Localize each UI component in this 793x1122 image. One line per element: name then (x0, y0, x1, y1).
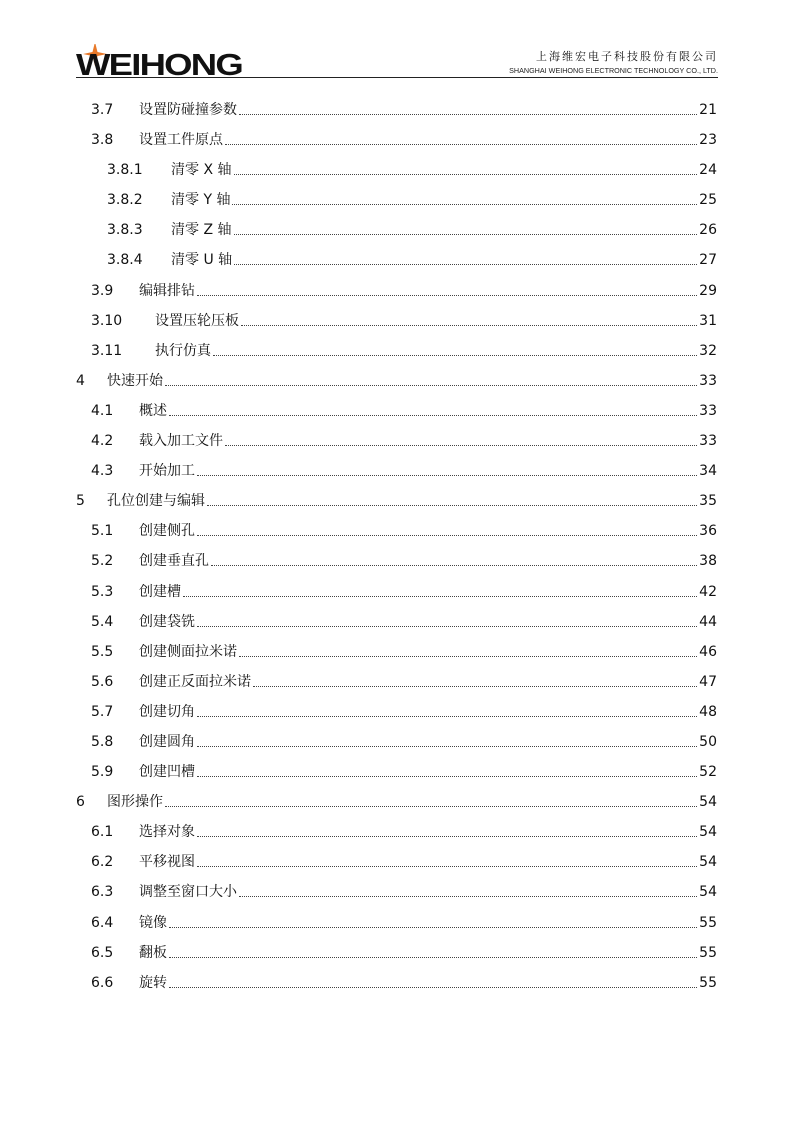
toc-entry-number: 6.2 (91, 854, 114, 871)
toc-entry-title[interactable]: 创建凹槽 (139, 764, 195, 781)
toc-entry-line[interactable] (91, 817, 717, 847)
toc-entry-title[interactable]: 创建圆角 (139, 733, 195, 750)
toc-entry-line[interactable] (76, 486, 717, 516)
toc-entry-page-number[interactable]: 48 (699, 703, 717, 720)
toc-entry-title[interactable]: 创建侧面拉米诺 (139, 643, 237, 660)
toc-entry-number: 3.10 (91, 312, 123, 329)
toc-dot-leader (197, 775, 697, 777)
toc-entry-number: 6 (76, 794, 85, 811)
toc-dot-leader (197, 715, 697, 717)
toc-entry-number: 5.1 (91, 523, 114, 540)
toc-entry-page-number[interactable]: 35 (699, 493, 717, 510)
toc-entry[interactable] (0, 276, 793, 306)
toc-entry-page-number[interactable]: 47 (699, 673, 717, 690)
toc-entry-page-number[interactable]: 54 (699, 794, 717, 811)
toc-entry-title[interactable]: 图形操作 (107, 794, 163, 811)
toc-entry-title[interactable]: 清零 Y 轴 (171, 192, 231, 209)
toc-entry-line[interactable] (91, 276, 717, 306)
toc-entry-number: 3.8.1 (107, 162, 143, 179)
toc-entry[interactable] (0, 245, 793, 275)
toc-entry-line[interactable] (91, 125, 717, 155)
toc-entry[interactable] (0, 306, 793, 336)
toc-entry-number: 6.1 (91, 824, 114, 841)
toc-entry-page-number[interactable]: 31 (699, 312, 717, 329)
toc-entry-page-number[interactable]: 54 (699, 884, 717, 901)
toc-dot-leader (234, 263, 697, 265)
toc-entry-title[interactable]: 概述 (139, 402, 167, 419)
toc-entry-number: 3.8.2 (107, 192, 143, 209)
toc-entry-title[interactable]: 设置工件原点 (139, 132, 223, 149)
toc-entry[interactable] (0, 185, 793, 215)
toc-entry-number: 3.8.4 (107, 252, 143, 269)
toc-entry-title[interactable]: 创建垂直孔 (139, 553, 209, 570)
toc-entry[interactable] (0, 727, 793, 757)
toc-entry-page-number[interactable]: 23 (699, 132, 717, 149)
toc-entry-line[interactable] (91, 577, 717, 607)
toc-entry-title[interactable]: 创建侧孔 (139, 523, 195, 540)
toc-entry[interactable] (0, 637, 793, 667)
toc-entry-number: 5 (76, 493, 85, 510)
toc-entry-line[interactable] (91, 426, 717, 456)
company-name-cn: 上海维宏电子科技股份有限公司 (536, 50, 718, 63)
toc-entry-number: 4 (76, 372, 85, 389)
toc-entry[interactable] (0, 577, 793, 607)
toc-entry[interactable] (0, 426, 793, 456)
toc-entry[interactable] (0, 757, 793, 787)
toc-entry-line[interactable] (91, 908, 717, 938)
toc-entry-page-number[interactable]: 33 (699, 433, 717, 450)
toc-entry-page-number[interactable]: 36 (699, 523, 717, 540)
toc-entry-page-number[interactable]: 50 (699, 733, 717, 750)
toc-dot-leader (241, 324, 697, 326)
toc-entry-title[interactable]: 载入加工文件 (139, 433, 223, 450)
toc-entry-line[interactable] (91, 847, 717, 877)
toc-entry-number: 6.6 (91, 974, 114, 991)
toc-entry-number: 5.8 (91, 733, 114, 750)
toc-entry-line[interactable] (91, 396, 717, 426)
toc-entry[interactable] (0, 95, 793, 125)
toc-entry-page-number[interactable]: 32 (699, 342, 717, 359)
toc-dot-leader (239, 655, 697, 657)
toc-entry-line[interactable] (107, 215, 717, 245)
toc-entry-number: 5.2 (91, 553, 114, 570)
toc-entry-title[interactable]: 选择对象 (139, 824, 195, 841)
toc-entry[interactable] (0, 908, 793, 938)
toc-entry-page-number[interactable]: 52 (699, 764, 717, 781)
toc-dot-leader (211, 564, 697, 566)
toc-entry-line[interactable] (91, 877, 717, 907)
toc-entry-number: 4.3 (91, 463, 114, 480)
toc-dot-leader (197, 294, 697, 296)
toc-dot-leader (183, 595, 697, 597)
toc-entry-number: 3.7 (91, 102, 114, 118)
toc-dot-leader (234, 173, 698, 175)
toc-entry-title[interactable]: 调整至窗口大小 (139, 884, 237, 901)
toc-entry-title[interactable]: 快速开始 (107, 372, 163, 389)
weihong-logo (76, 44, 246, 78)
toc-entry-title[interactable]: 执行仿真 (155, 342, 211, 359)
toc-entry[interactable] (0, 336, 793, 366)
toc-entry[interactable] (0, 787, 793, 817)
toc-entry-title[interactable]: 清零 U 轴 (171, 252, 233, 269)
toc-entry-line[interactable] (91, 336, 717, 366)
toc-entry-line[interactable] (91, 546, 717, 576)
toc-dot-leader (207, 504, 697, 506)
toc-entry-line[interactable] (91, 667, 717, 697)
toc-entry-number: 3.11 (91, 342, 123, 359)
toc-entry-page-number[interactable]: 33 (699, 402, 717, 419)
toc-entry-title[interactable]: 创建槽 (139, 583, 181, 600)
toc-entry-page-number[interactable]: 34 (699, 463, 717, 480)
toc-dot-leader (239, 895, 697, 897)
toc-entry-page-number[interactable]: 38 (699, 553, 717, 570)
toc-entry-line[interactable] (91, 637, 717, 667)
toc-entry-line[interactable] (76, 787, 717, 817)
toc-entry-page-number[interactable]: 54 (699, 824, 717, 841)
toc-entry-number: 5.3 (91, 583, 114, 600)
toc-entry-title[interactable]: 开始加工 (139, 463, 195, 480)
toc-entry[interactable] (0, 697, 793, 727)
toc-entry-line[interactable] (91, 757, 717, 787)
toc-entry-number: 5.6 (91, 673, 114, 690)
toc-entry-page-number[interactable]: 26 (699, 222, 717, 239)
toc-entry-page-number[interactable]: 21 (699, 102, 717, 118)
toc-entry-line[interactable] (91, 727, 717, 757)
toc-entry[interactable] (0, 667, 793, 697)
toc-dot-leader (234, 233, 698, 235)
page-header (76, 36, 718, 78)
toc-dot-leader (165, 805, 697, 807)
toc-entry-page-number[interactable]: 54 (699, 854, 717, 871)
header-divider (76, 77, 718, 78)
toc-entry-number: 6.4 (91, 914, 114, 931)
toc-dot-leader (197, 745, 697, 747)
toc-entry-page-number[interactable]: 42 (699, 583, 717, 600)
toc-dot-leader (197, 534, 697, 536)
toc-entry-number: 3.9 (91, 282, 114, 299)
toc-entry-line[interactable] (91, 697, 717, 727)
toc-entry-page-number[interactable]: 25 (699, 192, 717, 209)
toc-entry-number: 4.1 (91, 402, 114, 419)
toc-entry-title[interactable]: 清零 X 轴 (171, 162, 232, 179)
toc-entry[interactable] (0, 847, 793, 877)
toc-entry-title[interactable]: 设置压轮压板 (155, 312, 239, 329)
toc-entry-number: 5.5 (91, 643, 114, 660)
toc-entry-page-number[interactable]: 24 (699, 162, 717, 179)
toc-entry-line[interactable] (76, 366, 717, 396)
toc-entry-page-number[interactable]: 33 (699, 372, 717, 389)
toc-entry-title[interactable]: 清零 Z 轴 (171, 222, 232, 239)
toc-dot-leader (169, 414, 697, 416)
toc-dot-leader (197, 474, 697, 476)
toc-dot-leader (197, 835, 697, 837)
logo-text: WEIHONG (76, 47, 243, 78)
toc-entry-number: 5.7 (91, 703, 114, 720)
toc-entry[interactable] (0, 486, 793, 516)
toc-entry-line[interactable] (91, 516, 717, 546)
weihong-logo-graphic (76, 44, 246, 78)
toc-entry-title[interactable]: 编辑排钻 (139, 282, 195, 299)
toc-entry[interactable] (0, 366, 793, 396)
toc-entry-number: 4.2 (91, 433, 114, 450)
company-name-en: SHANGHAI WEIHONG ELECTRONIC TECHNOLOGY CO., LTD. (509, 66, 718, 75)
toc-entry-number: 5.9 (91, 764, 114, 781)
toc-dot-leader (239, 113, 697, 115)
toc-entry-line[interactable] (107, 245, 717, 275)
toc-entry-number: 3.8.3 (107, 222, 143, 239)
toc-dot-leader (197, 625, 697, 627)
toc-dot-leader (169, 956, 697, 958)
toc-dot-leader (232, 203, 697, 205)
toc-entry-number: 6.3 (91, 884, 114, 901)
toc-entry[interactable] (0, 938, 793, 968)
toc-entry[interactable] (0, 155, 793, 185)
toc-entry[interactable] (0, 968, 793, 998)
toc-entry-title[interactable]: 创建袋铣 (139, 613, 195, 630)
toc-entry[interactable] (0, 215, 793, 245)
toc-entry-line[interactable] (107, 185, 717, 215)
toc-entry-line[interactable] (91, 456, 717, 486)
toc-entry-title[interactable]: 创建正反面拉米诺 (139, 673, 251, 690)
toc-dot-leader (165, 384, 697, 386)
toc-dot-leader (213, 354, 697, 356)
toc-entry-line[interactable] (107, 155, 717, 185)
toc-entry-number: 5.4 (91, 613, 114, 630)
toc-dot-leader (197, 865, 697, 867)
toc-entry-number: 3.8 (91, 132, 114, 149)
toc-entry-page-number[interactable]: 27 (699, 252, 717, 269)
toc-entry-line[interactable] (91, 968, 717, 998)
toc-entry-title[interactable]: 镜像 (139, 914, 167, 931)
table-of-contents (0, 95, 793, 998)
toc-entry-page-number[interactable]: 55 (699, 914, 717, 931)
toc-entry-page-number[interactable]: 44 (699, 613, 717, 630)
toc-entry-title[interactable]: 旋转 (139, 974, 167, 991)
toc-entry[interactable] (0, 877, 793, 907)
toc-entry[interactable] (0, 516, 793, 546)
toc-entry-title[interactable]: 平移视图 (139, 854, 195, 871)
toc-entry-line[interactable] (91, 306, 717, 336)
toc-entry-page-number[interactable]: 46 (699, 643, 717, 660)
toc-entry-page-number[interactable]: 55 (699, 944, 717, 961)
toc-entry-line[interactable] (91, 938, 717, 968)
toc-entry[interactable] (0, 125, 793, 155)
toc-entry-line[interactable] (91, 607, 717, 637)
toc-dot-leader (253, 685, 697, 687)
toc-entry-title[interactable]: 孔位创建与编辑 (107, 493, 205, 510)
toc-entry-title[interactable]: 翻板 (139, 944, 167, 961)
toc-entry[interactable] (0, 607, 793, 637)
toc-entry[interactable] (0, 817, 793, 847)
toc-dot-leader (169, 926, 697, 928)
toc-entry-page-number[interactable]: 29 (699, 282, 717, 299)
toc-entry-title[interactable]: 创建切角 (139, 703, 195, 720)
toc-entry-line[interactable] (91, 95, 717, 125)
toc-entry[interactable] (0, 546, 793, 576)
toc-dot-leader (225, 444, 697, 446)
toc-dot-leader (225, 143, 697, 145)
toc-entry-number: 6.5 (91, 944, 114, 961)
toc-dot-leader (169, 986, 697, 988)
toc-entry-title[interactable]: 设置防碰撞参数 (139, 102, 237, 118)
toc-entry[interactable] (0, 456, 793, 486)
toc-entry[interactable] (0, 396, 793, 426)
toc-entry-page-number[interactable]: 55 (699, 974, 717, 991)
